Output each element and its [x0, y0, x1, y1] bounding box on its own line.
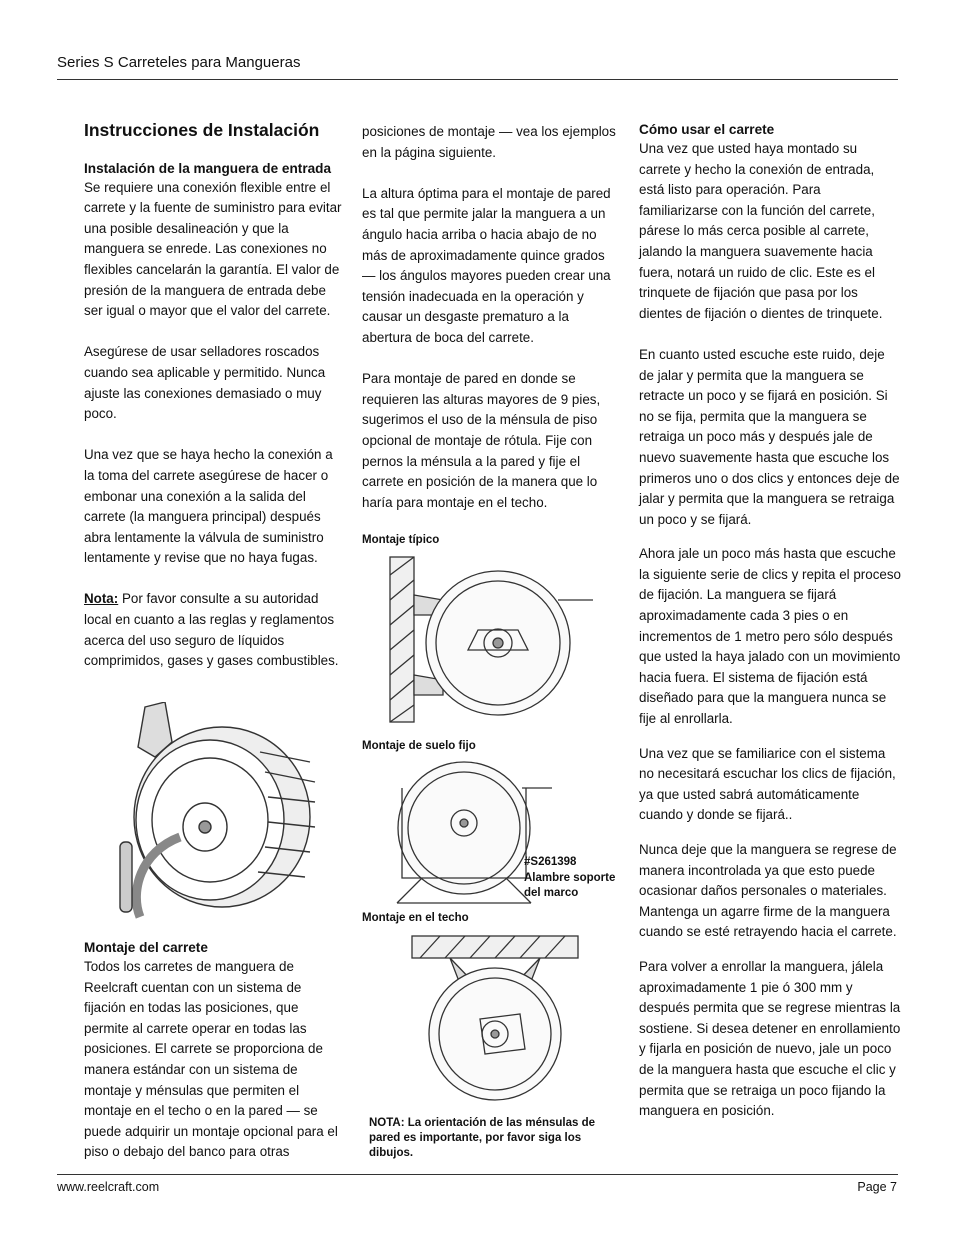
- paragraph: Todos los carretes de manguera de Reelcraft cuentan con un sistema de fijación en todas las posiciones, que permite al carrete operar en todas las posiciones. El carrete se proporciona de manera estándar con un sistema de montaje y ménsulas que permiten el montaje en el techo o en la pared — se puede adquirir un montaje opcional para el piso o debajo del banco para otras: [84, 959, 338, 1160]
- caption-typical-mount: Montaje típico: [362, 534, 440, 546]
- footer-url[interactable]: www.reelcraft.com: [57, 1180, 160, 1194]
- subheading-how-to-use: Cómo usar el carrete: [639, 122, 775, 137]
- hose-reel-illustration: [110, 702, 320, 922]
- note-label: Nota:: [84, 591, 119, 607]
- paragraph: Se requiere una conexión flexible entre el carrete y la fuente de suministro para evitar una posible desalineación y que la manguera se enrede. Las conexiones no flexibles cancelarán la garantía. El valor de presión de la manguera de entrada debe ser igual o mayor que el valor del carrete.: [84, 179, 342, 319]
- paragraph: Nunca deje que la manguera se regrese de manera incontrolada ya que esto puede ocasionar daños personales o materiales. Mantenga un agarre firme de la manguera cuando se esté retrayendo hacia el carrete.: [639, 842, 897, 940]
- page-number: Page 7: [857, 1180, 897, 1194]
- paragraph: Para volver a enrollar la manguera, jálela aproximadamente 1 pie ó 300 mm y después permita que se regrese mientras la sostiene. Si desea detener en enrollamiento y fijarla en posición de nuevo, jale un poco de la manguera hasta que escuche el clic y permita que se retraiga un poco fijando la manguera en posición.: [639, 958, 901, 1119]
- paragraph: Para montaje de pared en donde se requieren las alturas mayores de 9 pies, sugerimos el uso de la ménsula de piso opcional de montaje de rótula. Fije con pernos la ménsula a la pared y fije el carrete en posición de la manera que lo haría para montaje en el techo.: [362, 371, 601, 510]
- paragraph: posiciones de montaje — vea los ejemplos en la página siguiente.: [362, 124, 616, 160]
- paragraph: Una vez que usted haya montado su carrete y hecho la conexión de entrada, está listo para operación. Para familiarizarse con la función del carrete, párese lo más cerca posible al carrete, jalando la manguera suavemente hacia fuera, notará un ruido de clic. Este es el trinquete de fijación que pasa por los dientes de fijación o dientes de trinquete.: [639, 141, 883, 321]
- caption-ceiling-mount: Montaje en el techo: [362, 912, 469, 924]
- part-number: #S261398: [524, 856, 577, 868]
- part-description: Alambre soporte del marco: [524, 872, 616, 899]
- subheading-reel-mount: Montaje del carrete: [84, 940, 208, 955]
- section-heading: Instrucciones de Instalación: [84, 120, 320, 140]
- footer-divider: [57, 1174, 898, 1175]
- paragraph: Una vez que se haya hecho la conexión a la toma del carrete asegúrese de hacer o embonar una conexión a la salida del carrete (la manguera principal) después abra lentamente la válvula de suministro lentamente y revise que no haya fugas.: [84, 447, 333, 566]
- note-paragraph: [84, 589, 346, 671]
- paragraph: Asegúrese de usar selladores roscados cuando sea aplicable y permitido. Nunca ajuste las conexiones demasiado o muy poco.: [84, 344, 326, 422]
- header-divider: [57, 79, 898, 80]
- caption-floor-mount: Montaje de suelo fijo: [362, 740, 476, 752]
- column-middle: [362, 122, 620, 534]
- note-text: Por favor consulte a su autoridad local en cuanto a las reglas y reglamentos acerca del uso seguro de líquidos comprimidos, gases y gases combustibles.: [84, 591, 339, 669]
- page-header-title: Series S Carreteles para Mangueras: [57, 54, 301, 71]
- column-left: [84, 120, 346, 692]
- paragraph: Una vez que se familiarice con el sistema no necesitará escuchar los clics de fijación, ya que usted sabrá automáticamente cuando y donde se fijará..: [639, 745, 896, 823]
- column-right: [639, 120, 901, 1142]
- subheading-hose-install: Instalación de la manguera de entrada: [84, 160, 332, 176]
- ceiling-mount-diagram: [410, 934, 580, 1104]
- paragraph: En cuanto usted escuche este ruido, deje de jalar y permita que la manguera se retracte un poco y se fijará en posición. Si no se fija, permita que la manguera se retraiga un poco más y después jale de nuevo suavemente hasta que escuche los primeros uno o dos clics y entonces deje de jalar y permita que la manguera se retraiga un poco y se fijará.: [639, 346, 900, 527]
- paragraph: Ahora jale un poco más hasta que escuche la siguiente serie de clics y repita el proceso de fijación. La manguera se fijará aproximadamente cada 3 pies o en incrementos de 1 metro pero sólo después que usted la haya jalado con un movimiento hacia fuera. El sistema de fijación está diseñado para que la manguera nunca se fije al enrollarla.: [639, 546, 901, 727]
- orientation-note: NOTA: La orientación de las ménsulas de pared es importante, por favor siga los dibujos.: [369, 1117, 596, 1159]
- wall-mount-diagram: [388, 555, 593, 725]
- paragraph: La altura óptima para el montaje de pared es tal que permite jalar la manguera a un ángulo hacia arriba o hacia abajo de no más de aproximadamente quince grados — los ángulos mayores pueden crear una tensión inadecuada en la operación y causar un desgaste prematuro a la abertura de boca del carrete.: [362, 185, 611, 345]
- column-left-lower: [84, 938, 346, 1184]
